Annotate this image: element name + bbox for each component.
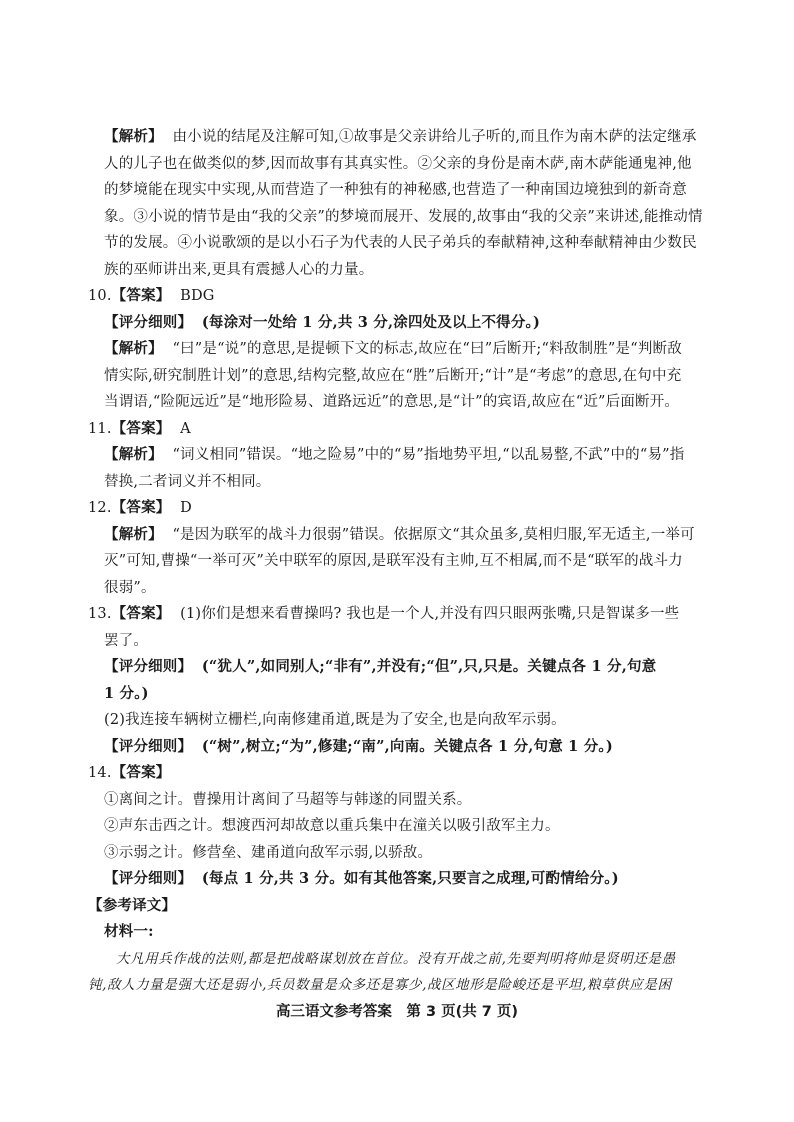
q13-rule2: (“树”,树立;“为”,修建;“南”,向南。关键点各 1 分,句意 1 分。) xyxy=(201,737,613,755)
q10-block xyxy=(88,283,728,416)
q9-analysis-line: 象。③小说的情节是由“我的父亲”的梦境而展开、发展的,故事由“我的父亲”来讲述,能推动情 xyxy=(104,208,703,225)
analysis-tag: 【解析】 xyxy=(104,446,163,463)
answer-page xyxy=(88,124,728,999)
question-number: 11. xyxy=(88,420,112,437)
analysis-tag: 【解析】 xyxy=(104,525,163,543)
q12-analysis-line: 灭”可知,曹操“一举可灭”关中联军的原因,是联军没有主帅,互不相属,而不是“联军的战斗力 xyxy=(104,553,683,569)
translation-block xyxy=(88,893,728,999)
q10-analysis-line: “曰”是“说”的意思,是提顿下文的标志,故应在“曰”后断开;“料敌制胜”是“判断敌 xyxy=(172,341,682,357)
question-number: 13. xyxy=(88,606,112,622)
q9-analysis-line: 节的发展。④小说歌颂的是以小石子为代表的人民子弟兵的奉献精神,这种奉献精神由少数民 xyxy=(104,235,697,251)
q9-analysis xyxy=(88,124,728,283)
q10-answer: BDG xyxy=(180,288,215,304)
answer-tag: 【答案】 xyxy=(111,764,171,781)
translation-line: 钝,敌人力量是强大还是弱小,兵员数量是众多还是寡少,战区地形是险峻还是平坦,粮草供应是困 xyxy=(88,977,672,993)
q13-part1-line: (1)你们是想来看曹操吗? 我也是一个人,并没有四只眼两张嘴,只是智谋多一些 xyxy=(180,606,680,622)
q13-block xyxy=(88,601,728,760)
q13-rule1-line: (“犹人”,如同别人;“非有”,并没有;“但”,只,只是。关键点各 1 分,句意 xyxy=(201,658,657,675)
q12-analysis-line: 很弱”。 xyxy=(104,579,156,596)
q12-analysis-line: “是因为联军的战斗力很弱”错误。依据原文“其众虽多,莫相归服,军无适主,一举可 xyxy=(172,526,695,543)
analysis-tag: 【解析】 xyxy=(104,128,163,145)
q14-rule: (每点 1 分,共 3 分。如有其他答案,只要言之成理,可酌情给分。) xyxy=(201,870,619,887)
answer-tag: 【答案】 xyxy=(111,605,171,622)
q11-block xyxy=(88,416,728,496)
answer-tag: 【答案】 xyxy=(111,419,171,437)
rule-tag: 【评分细则】 xyxy=(104,737,193,755)
q9-analysis-line: 的梦境能在现实中实现,从而营造了一种独有的神秘感,也营造了一种南国边境独到的新奇意 xyxy=(104,182,687,198)
answer-tag: 【答案】 xyxy=(111,499,171,516)
q11-analysis-line: 替换,二者词义并不相同。 xyxy=(104,473,271,490)
q10-rule: (每涂对一处给 1 分,共 3 分,涂四处及以上不得分。) xyxy=(201,313,541,331)
q14-item: ③示弱之计。修营垒、建甬道向敌军示弱,以骄敌。 xyxy=(104,844,433,861)
q12-block xyxy=(88,495,728,601)
question-number: 12. xyxy=(88,500,112,516)
q9-analysis-line: 族的巫师讲出来,更具有震撼人心的力量。 xyxy=(104,261,374,278)
page-footer: 高三语文参考答案 第 3 页(共 7 页) xyxy=(275,1004,519,1020)
q10-analysis-line: 当谓语,“险阨远近”是“地形险易、道路远近”的意思,是“计”的宾语,故应在“近”后面断开。 xyxy=(104,394,680,410)
q13-part1-line: 罢了。 xyxy=(104,632,149,649)
question-number: 14. xyxy=(88,765,112,781)
translation-tag: 【参考译文】 xyxy=(88,896,177,914)
answer-tag: 【答案】 xyxy=(111,287,171,304)
q9-analysis-line: 由小说的结尾及注解可知,①故事是父亲讲给儿子听的,而且作为南木萨的法定继承 xyxy=(172,129,697,145)
rule-tag: 【评分细则】 xyxy=(104,870,193,887)
q14-block xyxy=(88,760,728,893)
q9-analysis-line: 人的儿子也在做类似的梦,因而故事有其真实性。②父亲的身份是南木萨,南木萨能通鬼神,他 xyxy=(104,155,692,172)
q14-item: ②声东击西之计。想渡西河却故意以重兵集中在潼关以吸引敌军主力。 xyxy=(104,818,560,834)
q11-analysis-line: “词义相同”错误。“地之险易”中的“易”指地势平坦,“以乱易整,不武”中的“易”指 xyxy=(172,447,685,463)
q12-answer: D xyxy=(180,500,192,516)
q11-answer: A xyxy=(180,420,191,437)
translation-subtitle: 材料一: xyxy=(104,923,154,940)
q13-part2: (2)我连接车辆树立栅栏,向南修建甬道,既是为了安全,也是向敌军示弱。 xyxy=(104,712,566,728)
q13-rule1-line: 1 分。) xyxy=(104,684,149,702)
q14-item: ①离间之计。曹操用计离间了马超等与韩遂的同盟关系。 xyxy=(104,791,472,808)
question-number: 10. xyxy=(88,288,112,304)
q10-analysis-line: 情实际,研究制胜计划”的意思,结构完整,故应在“胜”后断开;“计”是“考虑”的意思,在句中充 xyxy=(104,367,682,384)
rule-tag: 【评分细则】 xyxy=(104,658,193,675)
analysis-tag: 【解析】 xyxy=(104,340,163,357)
rule-tag: 【评分细则】 xyxy=(104,313,193,331)
translation-line: 大凡用兵作战的法则,都是把战略谋划放在首位。没有开战之前,先要判明将帅是贤明还是愚 xyxy=(116,950,676,967)
